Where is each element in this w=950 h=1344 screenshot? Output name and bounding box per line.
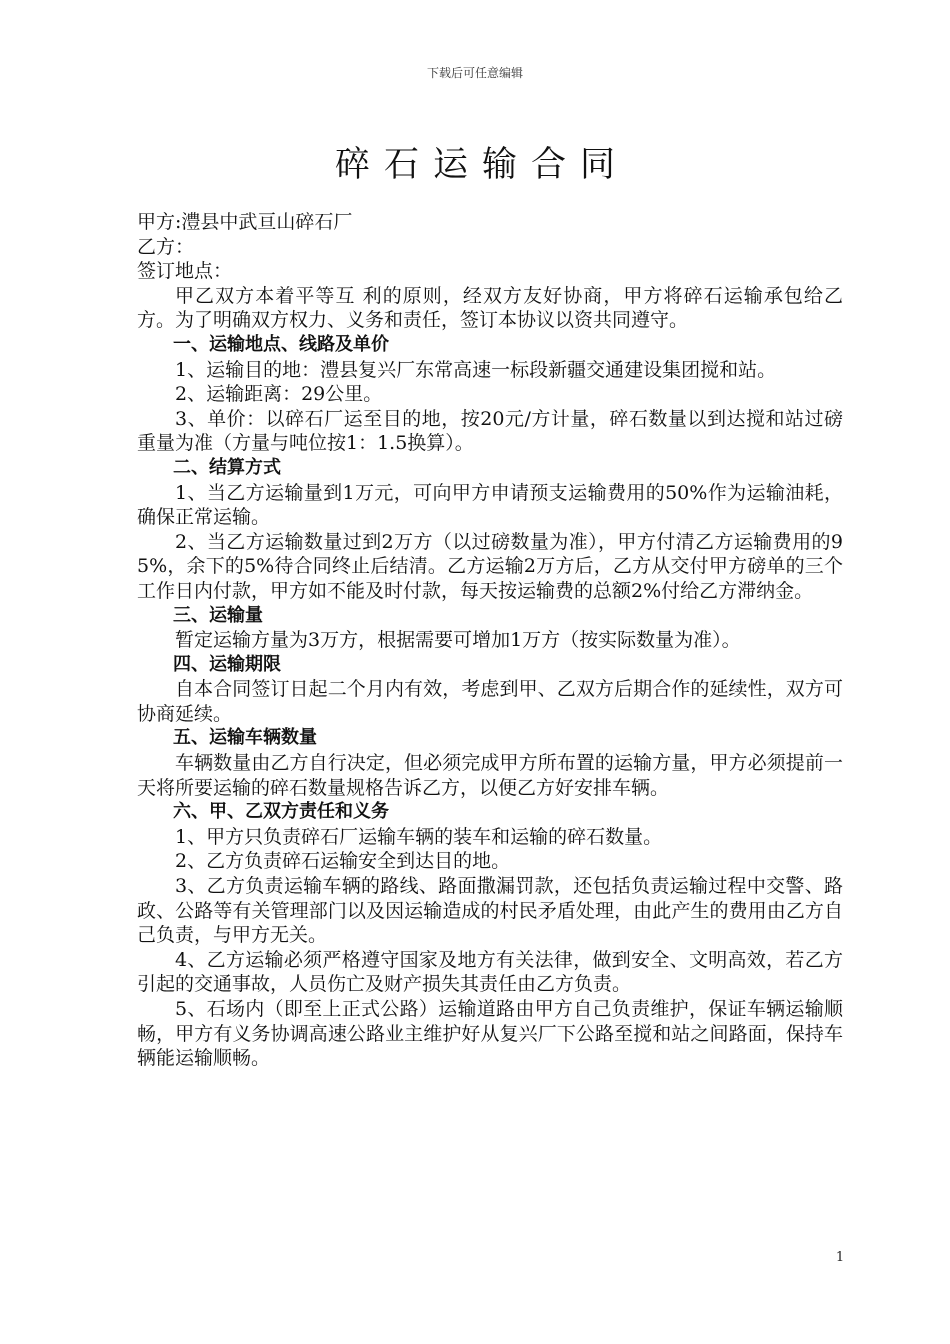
page-header-note: 下载后可任意编辑 xyxy=(426,66,523,80)
section-paragraph: 3、乙方负责运输车辆的路线、路面撒漏罚款，还包括负责运输过程中交警、路政、公路等有关管理部门以及因运输造成的村民矛盾处理，由此产生的费用由乙方自己负责，与甲方无关。 xyxy=(137,875,843,947)
section-paragraph: 1、当乙方运输量到1万元，可向甲方申请预支运输费用的50%作为运输油耗，确保正常运输。 xyxy=(137,481,843,529)
section-3 xyxy=(137,604,843,653)
intro-paragraph: 甲乙双方本着平等互 利的原则，经双方友好协商，甲方将碎石运输承包给乙方。为了明确双方权力、义务和责任，签订本协议以资共同遵守。 xyxy=(137,284,843,332)
section-paragraph: 暂定运输方量为3万方，根据需要可增加1万方（按实际数量为准）。 xyxy=(175,629,741,652)
section-heading: 四、运输期限 xyxy=(173,653,281,675)
section-paragraph: 自本合同签订日起二个月内有效，考虑到甲、乙双方后期合作的延续性，双方可协商延续。 xyxy=(137,678,843,725)
section-paragraph: 2、运输距离：29公里。 xyxy=(175,383,383,406)
section-heading: 六、甲、乙双方责任和义务 xyxy=(173,801,389,823)
section-4 xyxy=(137,653,843,727)
section-2 xyxy=(137,456,843,604)
section-heading: 三、运输量 xyxy=(173,604,263,626)
section-heading: 一、运输地点、线路及单价 xyxy=(173,333,389,355)
section-paragraph: 5、石场内（即至上正式公路）运输道路由甲方自己负责维护，保证车辆运输顺畅，甲方有义务协调高速公路业主维护好从复兴厂下公路至搅和站之间路面，保持车辆能运输顺畅。 xyxy=(137,998,843,1070)
section-paragraph: 4、乙方运输必须严格遵守国家及地方有关法律，做到安全、文明高效，若乙方引起的交通事故，人员伤亡及财产损失其责任由乙方负责。 xyxy=(137,948,843,996)
page-number: 1 xyxy=(835,1250,845,1265)
section-heading: 五、运输车辆数量 xyxy=(173,727,317,749)
section-paragraph: 3、单价：以碎石厂运至目的地，按20元/方计量，碎石数量以到达搅和站过磅重量为准（方量与吨位按1：1.5换算）。 xyxy=(137,407,843,455)
section-paragraph: 1、运输目的地：澧县复兴厂东常高速一标段新疆交通建设集团搅和站。 xyxy=(175,358,777,381)
section-heading: 二、结算方式 xyxy=(173,456,281,478)
section-6 xyxy=(137,800,843,1071)
section-1 xyxy=(137,333,843,456)
section-paragraph: 2、乙方负责碎石运输安全到达目的地。 xyxy=(175,850,511,873)
section-paragraph: 1、甲方只负责碎石厂运输车辆的装车和运输的碎石数量。 xyxy=(175,825,663,848)
section-paragraph: 2、当乙方运输数量过到2万方（以过磅数量为准），甲方付清乙方运输费用的95%，余下的5%待合同终止后结清。乙方运输2万方后，乙方从交付甲方磅单的三个工作日内付款，甲方如不能及时付款，每天按运输费的总额2%付给乙方滞纳金。 xyxy=(137,530,843,602)
section-paragraph: 车辆数量由乙方自行决定，但必须完成甲方所布置的运输方量，甲方必须提前一天将所要运输的碎石数量规格告诉乙方，以便乙方好安排车辆。 xyxy=(137,752,843,799)
document-title: 碎石运输合同 xyxy=(334,145,629,185)
party-b-line: 乙方： xyxy=(137,235,195,258)
party-a-line: 甲方:澧县中武亘山碎石厂 xyxy=(137,211,353,233)
section-5 xyxy=(137,726,843,800)
contract-body xyxy=(137,210,843,1071)
signing-location-line: 签订地点： xyxy=(137,260,233,283)
